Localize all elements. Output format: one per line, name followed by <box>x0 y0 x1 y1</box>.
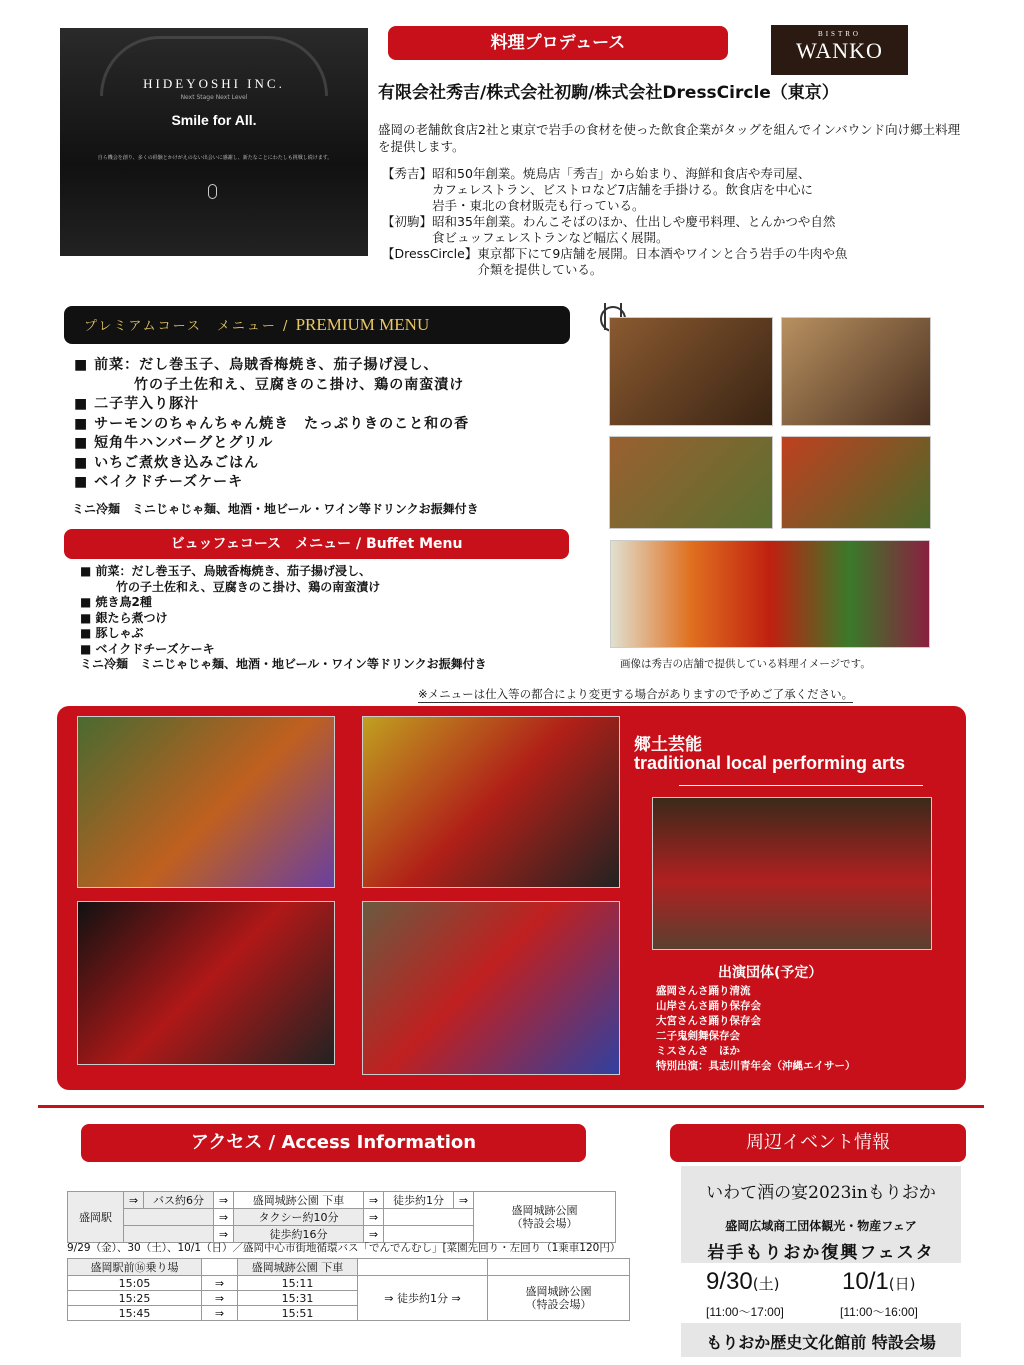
menu-item: 竹の子土佐和え、豆腐きのこ掛け、鶏の南蛮漬け <box>74 376 465 393</box>
produce-desc <box>432 214 835 246</box>
event-sub1: 盛岡広域商工団体観光・物産フェア <box>725 1219 917 1233</box>
arts-title-jp: 郷土芸能 <box>634 735 702 755</box>
route-cell: ⇒ <box>214 1192 234 1209</box>
route-cell <box>384 1209 474 1226</box>
route-cell: バス約6分 <box>144 1192 214 1209</box>
route-cell: 盛岡城跡公園 下車 <box>234 1192 364 1209</box>
food-photo-4 <box>781 436 931 529</box>
groups-list <box>656 984 856 1074</box>
event-label: 周辺イベント情報 <box>670 1124 966 1162</box>
menu-item: ミニ冷麺 ミニじゃじゃ麺、地酒・地ビール・ワイン等ドリンクお振舞付き <box>80 657 487 671</box>
table-head: 盛岡駅前⑯乗り場 <box>68 1259 202 1276</box>
group-item: 二子鬼剣舞保存会 <box>656 1030 740 1042</box>
route-cell <box>124 1209 214 1226</box>
produce-tag: 【初駒】 <box>382 214 433 229</box>
route-cell: ⇒ <box>214 1226 234 1243</box>
scroll-icon <box>208 184 217 199</box>
menu-item: ■ ベイクドチーズケーキ <box>74 474 244 490</box>
access-table-2 <box>67 1258 630 1321</box>
food-photo-2 <box>781 317 931 426</box>
group-item: 大宮さんさ踊り保存会 <box>656 1015 761 1027</box>
buffet-list <box>80 564 487 673</box>
food-photo-3 <box>609 436 773 529</box>
group-item: 盛岡さんさ踊り清流 <box>656 985 751 997</box>
day-1: (土) <box>752 1275 780 1293</box>
vegetables-photo <box>610 540 930 648</box>
produce-tag: 【DressCircle】 <box>382 246 478 261</box>
logo-big: WANKO <box>796 38 883 63</box>
produce-line: 食ビュッフェレストランなど幅広く展開。 <box>432 230 669 245</box>
menu-note: ※メニューは仕入等の都合により変更する場合がありますので予めご了承ください。 <box>418 687 854 701</box>
route-cell: ⇒ <box>364 1226 384 1243</box>
table-row: 15:31 <box>238 1291 358 1306</box>
group-item: 特別出演：具志川青年会（沖縄エイサー） <box>656 1060 856 1072</box>
produce-item <box>382 166 962 214</box>
event-name: いわて酒の宴2023inもりおか <box>706 1183 936 1203</box>
produce-desc <box>432 166 813 214</box>
route-cell: 徒歩約16分 <box>234 1226 364 1243</box>
hero-image <box>60 28 368 256</box>
produce-line: カフェレストラン、ビストロなど7店舗を手掛ける。飲食店を中心に <box>432 182 813 197</box>
station-cell: 盛岡駅 <box>68 1192 124 1243</box>
food-photo-1 <box>609 317 773 426</box>
produce-tag: 【秀吉】 <box>382 166 433 181</box>
produce-list <box>382 166 962 278</box>
produce-line: 介類を提供している。 <box>477 262 603 277</box>
hero-company: HIDEYOSHI INC. <box>143 76 285 91</box>
date-2: 10/1 <box>842 1268 889 1295</box>
dest-cell <box>488 1276 630 1321</box>
dest-line-2: （特設会場） <box>511 1217 578 1230</box>
premium-title-en: PREMIUM MENU <box>295 315 430 334</box>
walk-cell: ⇒ 徒歩約1分 ⇒ <box>358 1276 488 1321</box>
wanko-logo <box>771 25 908 75</box>
table-row: 15:51 <box>238 1306 358 1321</box>
produce-label: 料理プロデュース <box>388 26 728 60</box>
table-row: 15:05 <box>68 1276 202 1291</box>
produce-line: 岩手・東北の食材販売も行っている。 <box>432 198 645 213</box>
menu-item: ■ 豚しゃぶ <box>80 626 144 640</box>
route-cell: タクシー約10分 <box>234 1209 364 1226</box>
menu-item: ■ サーモンのちゃんちゃん焼き たっぷりきのこと和の香 <box>74 415 470 432</box>
menu-item: ■ 銀たら煮つけ <box>80 610 168 625</box>
buffet-header: ビュッフェコース メニュー / Buffet Menu <box>64 529 569 559</box>
access-header: アクセス / Access Information <box>81 1124 586 1162</box>
menu-item: ■ 焼き鳥2種 <box>80 595 152 609</box>
date-1: 9/30 <box>706 1268 753 1295</box>
hero-slogan: Smile for All. <box>171 112 257 128</box>
arts-divider <box>679 785 923 786</box>
produce-item <box>382 214 962 246</box>
table-row: 15:25 <box>68 1291 202 1306</box>
produce-companies: 有限会社秀吉/株式会社初駒/株式会社DressCircle（東京） <box>378 83 839 103</box>
section-divider <box>38 1105 984 1108</box>
arts-title-en: traditional local performing arts <box>634 753 906 773</box>
day-2: (日) <box>888 1275 916 1293</box>
route-cell: ⇒ <box>364 1209 384 1226</box>
access-table-1 <box>67 1191 616 1243</box>
route-cell: ⇒ <box>124 1192 144 1209</box>
arts-photo-5 <box>652 797 932 950</box>
menu-item: ■ 前菜：だし巻玉子、烏賊香梅焼き、茄子揚げ浸し、 <box>80 564 372 578</box>
logo-small: BISTRO <box>818 30 861 38</box>
food-caption: 画像は秀吉の店舗で提供している料理イメージです。 <box>620 658 871 670</box>
event-sub2: 岩手もりおか復興フェスタ <box>707 1243 935 1263</box>
route-cell: 徒歩約1分 <box>384 1192 454 1209</box>
hero-tagline: Next Stage Next Level <box>180 94 248 101</box>
route-cell: ⇒ <box>454 1192 474 1209</box>
dest-line-1: 盛岡城跡公園 <box>511 1204 578 1217</box>
menu-item: ■ 前菜：だし巻玉子、烏賊香梅焼き、茄子揚げ浸し、 <box>74 357 439 373</box>
arts-photo-4 <box>362 901 620 1075</box>
table-head: 盛岡城跡公園 下車 <box>238 1259 358 1276</box>
bus-note: 9/29（金）、30（土）、10/1（日）／盛岡中心市街地循環バス「でんでんむし」[菜園先回り・左回り（1乗車120円） <box>67 1242 621 1254</box>
table-row: ⇒ <box>202 1291 238 1306</box>
menu-item: ■ 二子芋入り豚汁 <box>74 396 200 412</box>
event-time-1: [11:00〜17:00] <box>706 1305 784 1319</box>
dest-line-1: 盛岡城跡公園 <box>525 1285 592 1298</box>
event-time-2: [11:00〜16:00] <box>840 1305 918 1319</box>
hero-subtext: 自ら機会を創り、多くの経験とかけがえのない出会いに感謝し、新たなことにわたしも挑戦し続けます。 <box>97 155 333 161</box>
dest-cell <box>488 1259 630 1276</box>
menu-item: ■ ベイクドチーズケーキ <box>80 641 215 656</box>
menu-item: ■ いちご煮炊き込みごはん <box>74 454 260 471</box>
table-head <box>202 1259 238 1276</box>
route-cell: ⇒ <box>364 1192 384 1209</box>
table-row: ⇒ <box>202 1276 238 1291</box>
premium-list <box>74 356 469 493</box>
premium-header <box>64 306 570 344</box>
event-venue: もりおか歴史文化館前 特設会場 <box>706 1333 936 1352</box>
dest-cell <box>474 1192 616 1243</box>
event-date-1 <box>706 1268 779 1296</box>
walk-cell <box>358 1259 488 1276</box>
event-date-2 <box>842 1268 915 1296</box>
route-cell: ⇒ <box>214 1209 234 1226</box>
table-row: 15:45 <box>68 1306 202 1321</box>
produce-line: 東京都下にて9店舗を展開。日本酒やワインと合う岩手の牛肉や魚 <box>477 246 848 261</box>
arts-photo-2 <box>362 716 620 888</box>
arts-photo-3 <box>77 901 335 1065</box>
produce-desc <box>477 246 847 278</box>
dest-line-2: （特設会場） <box>525 1298 592 1311</box>
produce-line: 昭和35年創業。わんこそばのほか、仕出しや慶弔料理、とんかつや自然 <box>432 214 836 229</box>
produce-intro: 盛岡の老舗飲食店2社と東京で岩手の食材を使った飲食企業がタッグを組んでインバウンド向け郷土料理を提供します。 <box>378 122 961 154</box>
premium-footer: ミニ冷麺 ミニじゃじゃ麺、地酒・地ビール・ワイン等ドリンクお振舞付き <box>72 502 479 516</box>
menu-item: 竹の子土佐和え、豆腐きのこ掛け、鶏の南蛮漬け <box>80 579 381 594</box>
produce-item <box>382 246 962 278</box>
premium-title-jp: プレミアムコース メニュー / <box>84 319 296 334</box>
menu-item: ■ 短角牛ハンバーグとグリル <box>74 435 274 451</box>
table-row: 15:11 <box>238 1276 358 1291</box>
group-item: ミスさんさ ほか <box>656 1045 740 1057</box>
arts-photo-1 <box>77 716 335 888</box>
table-row: ⇒ <box>202 1306 238 1321</box>
produce-line: 昭和50年創業。焼鳥店「秀吉」から始まり、海鮮和食店や寿司屋、 <box>432 166 811 181</box>
groups-title: 出演団体(予定） <box>718 965 823 981</box>
group-item: 山岸さんさ踊り保存会 <box>656 1000 761 1012</box>
